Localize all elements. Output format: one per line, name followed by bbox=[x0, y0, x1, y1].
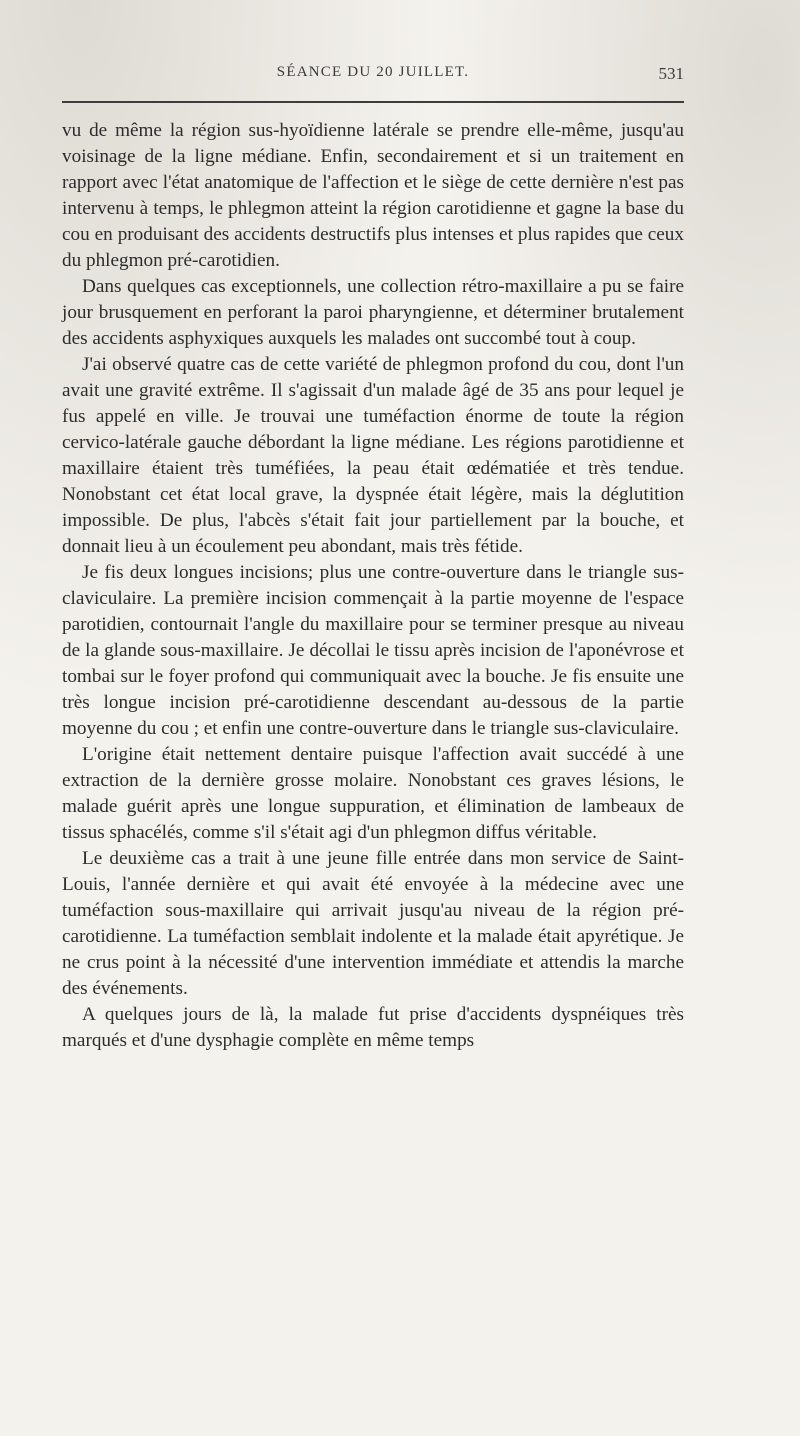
paragraph: Je fis deux longues incisions; plus une contre-ouverture dans le triangle sus-claviculaire. La première incision commençait à la partie moyenne de l'espace parotidien, contournait l'angle du maxillaire pour se terminer presque au niveau de la glande sous-maxillaire. Je décollai le tissu après incision de l'aponévrose et tombai sur le foyer profond qui communiquait avec la bouche. Je fis ensuite une très longue incision pré-carotidienne descendant au-dessous de la partie moyenne du cou ; et enfin une contre-ouverture dans le triangle sus-claviculaire. bbox=[62, 562, 684, 739]
paragraph: vu de même la région sus-hyoïdienne latérale se prendre elle-même, jusqu'au voisinage de la ligne médiane. Enfin, secondairement et si un traitement en rapport avec l'état anatomique de l'affection et le siège de cette dernière n'est pas intervenu à temps, le phlegmon atteint la région carotidienne et gagne la base du cou en produisant des accidents destructifs plus intenses et plus rapides que ceux du phlegmon pré-carotidien. bbox=[62, 120, 684, 271]
paragraph: Dans quelques cas exceptionnels, une collection rétro-maxillaire a pu se faire jour brusquement en perforant la paroi pharyngienne, et déterminer brutalement des accidents asphyxiques auxquels les malades ont succombé tout à coup. bbox=[62, 276, 684, 349]
paragraph: Le deuxième cas a trait à une jeune fille entrée dans mon service de Saint-Louis, l'année dernière et qui avait été envoyée à la médecine avec une tuméfaction sous-maxillaire qui arrivait jusqu'au niveau de la région pré-carotidienne. La tuméfaction semblait indolente et la malade était apyrétique. Je ne crus point à la nécessité d'une intervention immédiate et attendis la marche des événements. bbox=[62, 848, 684, 999]
running-head bbox=[62, 64, 684, 88]
page-number: 531 bbox=[658, 64, 684, 83]
running-title: SÉANCE DU 20 JUILLET. bbox=[276, 64, 470, 80]
paragraph: L'origine était nettement dentaire puisque l'affection avait succédé à une extraction de la dernière grosse molaire. Nonobstant ces graves lésions, le malade guérit après une longue suppuration, et élimination de lambeaux de tissus sphacélés, comme s'il s'était agi d'un phlegmon diffus véritable. bbox=[62, 744, 684, 843]
paragraph: J'ai observé quatre cas de cette variété de phlegmon profond du cou, dont l'un avait une gravité extrême. Il s'agissait d'un malade âgé de 35 ans pour lequel je fus appelé en ville. Je trouvai une tuméfaction énorme de toute la région cervico-latérale gauche débordant la ligne médiane. Les régions parotidienne et maxillaire étaient très tuméfiées, la peau était œdématiée et très tendue. Nonobstant cet état local grave, la dyspnée était légère, mais la déglutition impossible. De plus, l'abcès s'était fait jour partiellement par la bouche, et donnait lieu à un écoulement peu abondant, mais très fétide. bbox=[62, 354, 684, 557]
paragraph: A quelques jours de là, la malade fut prise d'accidents dyspnéiques très marqués et d'une dysphagie complète en même temps bbox=[62, 1004, 684, 1051]
body-text bbox=[62, 118, 684, 1054]
header-rule bbox=[62, 101, 684, 103]
